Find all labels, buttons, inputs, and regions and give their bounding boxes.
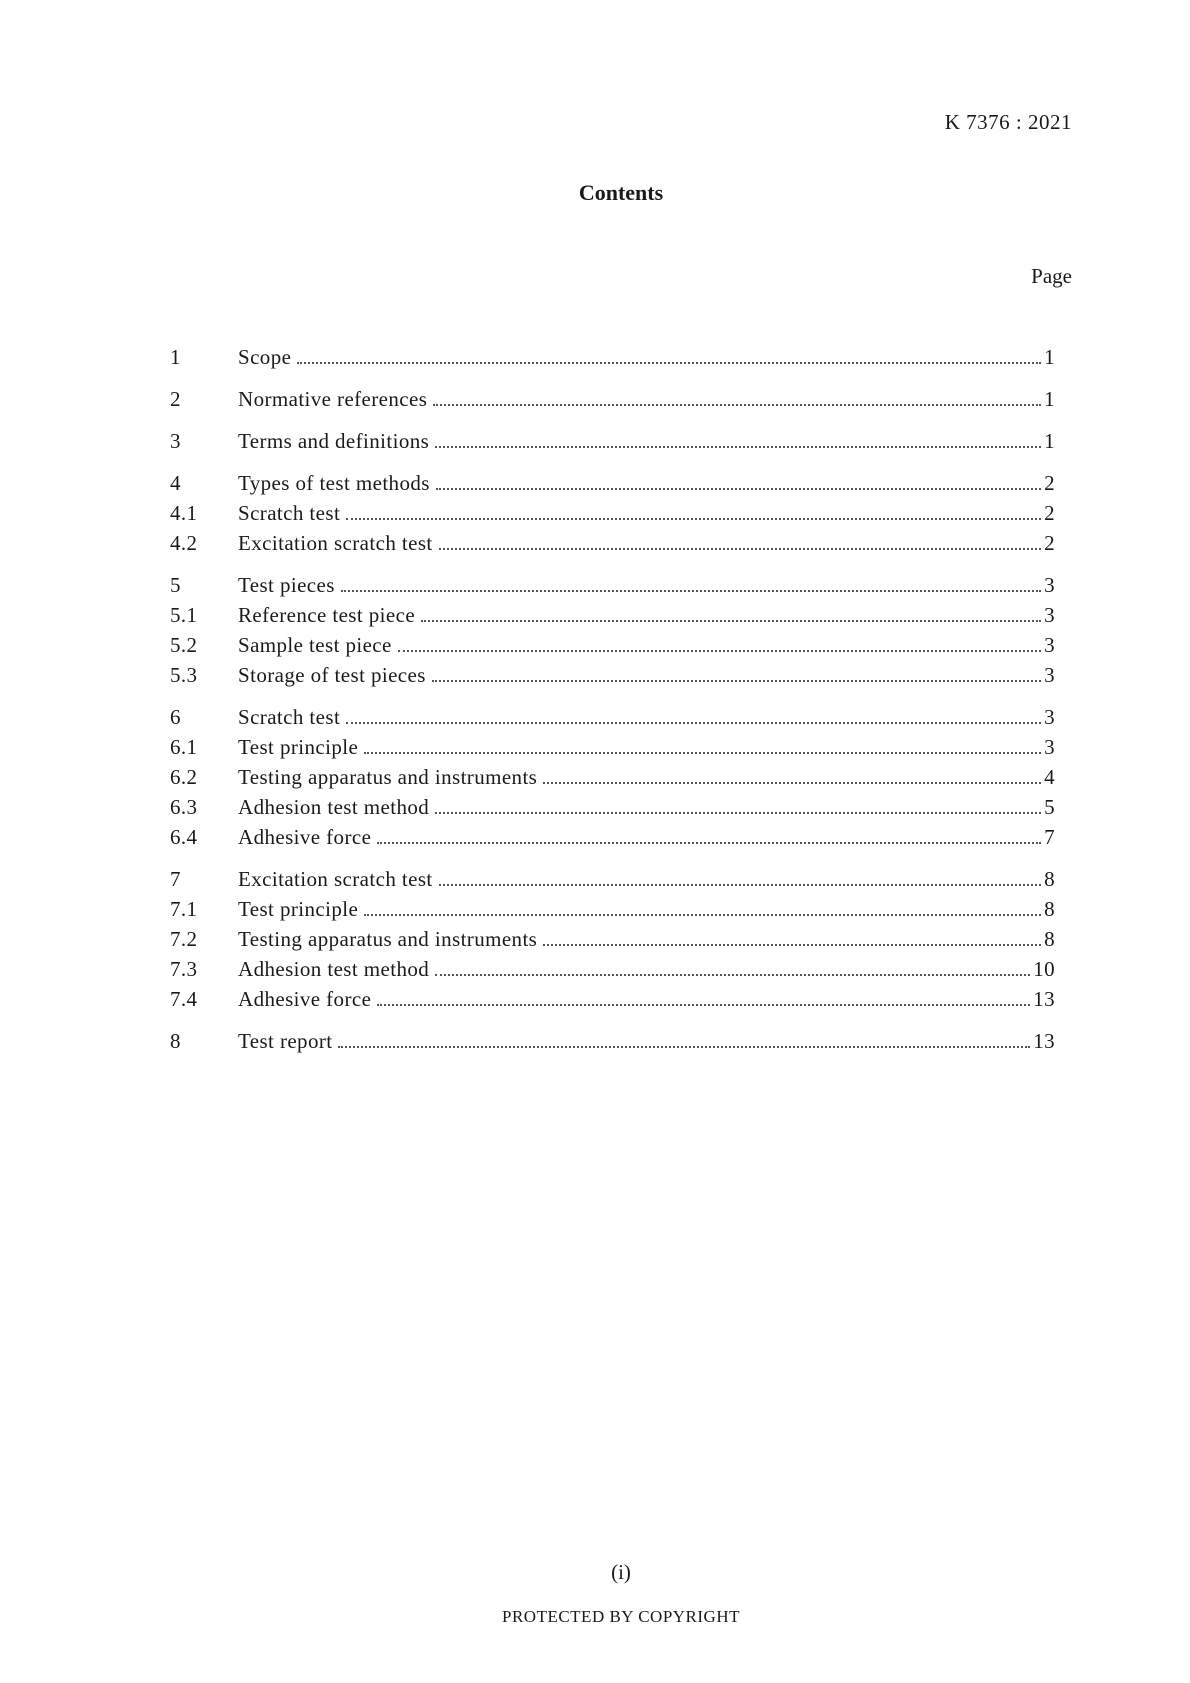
toc-entry[interactable] — [170, 705, 1055, 735]
toc-dot-leader — [377, 841, 1041, 844]
toc-entry-number: 1 — [170, 345, 181, 369]
page-title: Contents — [578, 180, 664, 205]
toc-entry-page: 2 — [1044, 501, 1055, 525]
toc-group — [170, 345, 1055, 375]
toc-entry-page: 3 — [1044, 633, 1055, 657]
toc-entry-page: 1 — [1044, 429, 1055, 453]
toc-entry-page: 10 — [1033, 957, 1055, 981]
toc-dot-leader — [364, 751, 1041, 754]
toc-entry[interactable] — [170, 897, 1055, 927]
toc-dot-leader — [435, 973, 1030, 976]
toc-entry-number: 6.4 — [170, 825, 198, 849]
toc-entry-page: 4 — [1044, 765, 1055, 789]
toc-entry-number: 2 — [170, 387, 181, 411]
toc-entry[interactable] — [170, 345, 1055, 375]
toc-entry-number: 7.3 — [170, 957, 198, 981]
toc-entry[interactable] — [170, 387, 1055, 417]
toc-entry-number: 8 — [170, 1029, 181, 1053]
toc-entry-label: Sample test piece — [238, 633, 392, 657]
page-column-label: Page — [1031, 264, 1072, 288]
toc-entry-number: 7.4 — [170, 987, 198, 1011]
toc-entry[interactable] — [170, 765, 1055, 795]
copyright-notice: PROTECTED BY COPYRIGHT — [502, 1607, 740, 1626]
toc-entry-number: 7 — [170, 867, 181, 891]
toc-entry-number: 5 — [170, 573, 181, 597]
toc-entry[interactable] — [170, 825, 1055, 855]
toc-dot-leader — [435, 811, 1041, 814]
toc-entry-label: Adhesion test method — [238, 957, 430, 981]
toc-entry-page: 8 — [1044, 927, 1055, 951]
toc-entry-page: 8 — [1044, 897, 1055, 921]
toc-group — [170, 705, 1055, 855]
toc-entry-page: 3 — [1044, 705, 1055, 729]
toc-entry-label: Excitation scratch test — [238, 531, 433, 555]
toc-entry-label: Reference test piece — [238, 603, 416, 627]
toc-entry-number: 4.2 — [170, 531, 198, 555]
toc-entry[interactable] — [170, 429, 1055, 459]
toc-dot-leader — [346, 517, 1041, 520]
toc-entry[interactable] — [170, 531, 1055, 561]
toc-entry-label: Excitation scratch test — [238, 867, 433, 891]
toc-dot-leader — [435, 445, 1041, 448]
toc-entry[interactable] — [170, 735, 1055, 765]
toc-entry-page: 1 — [1044, 387, 1055, 411]
toc-entry-label: Test principle — [238, 897, 359, 921]
toc-entry-label: Testing apparatus and instruments — [238, 765, 538, 789]
toc-dot-leader — [346, 721, 1041, 724]
toc-entry-label: Test report — [238, 1029, 333, 1053]
toc-entry-page: 2 — [1044, 471, 1055, 495]
toc-entry-label: Scratch test — [238, 501, 341, 525]
toc-entry-page: 3 — [1044, 735, 1055, 759]
toc-entry-label: Test principle — [238, 735, 359, 759]
toc-entry-page: 13 — [1033, 1029, 1055, 1053]
toc-entry-label: Storage of test pieces — [238, 663, 426, 687]
toc-entry[interactable] — [170, 1029, 1055, 1059]
toc-group — [170, 471, 1055, 561]
toc-entry[interactable] — [170, 663, 1055, 693]
toc-entry-number: 5.2 — [170, 633, 198, 657]
toc-entry[interactable] — [170, 957, 1055, 987]
toc-entry-label: Scope — [238, 345, 292, 369]
toc-entry[interactable] — [170, 573, 1055, 603]
toc-entry-label: Testing apparatus and instruments — [238, 927, 538, 951]
toc-entry-number: 7.2 — [170, 927, 198, 951]
toc-dot-leader — [338, 1045, 1030, 1048]
toc-entry[interactable] — [170, 795, 1055, 825]
toc-group — [170, 573, 1055, 693]
toc-entry-number: 4.1 — [170, 501, 198, 525]
toc-entry[interactable] — [170, 633, 1055, 663]
toc-entry-number: 3 — [170, 429, 181, 453]
toc-entry-label: Adhesive force — [238, 987, 372, 1011]
toc-group — [170, 867, 1055, 1017]
toc-dot-leader — [439, 547, 1041, 550]
toc-group — [170, 1029, 1055, 1059]
toc-entry-page: 2 — [1044, 531, 1055, 555]
toc-entry-label: Adhesive force — [238, 825, 372, 849]
toc-dot-leader — [436, 487, 1041, 490]
toc-entry[interactable] — [170, 927, 1055, 957]
toc-dot-leader — [543, 943, 1041, 946]
toc-entry-label: Normative references — [238, 387, 428, 411]
toc-entry-number: 5.1 — [170, 603, 198, 627]
toc-entry-number: 4 — [170, 471, 181, 495]
toc-entry-number: 7.1 — [170, 897, 198, 921]
toc-dot-leader — [297, 361, 1041, 364]
toc-group — [170, 429, 1055, 459]
toc-entry-label: Types of test methods — [238, 471, 430, 495]
toc-entry[interactable] — [170, 867, 1055, 897]
toc-entry-page: 5 — [1044, 795, 1055, 819]
toc-dot-leader — [341, 589, 1041, 592]
toc-entry-page: 3 — [1044, 573, 1055, 597]
toc-entry[interactable] — [170, 501, 1055, 531]
toc-dot-leader — [432, 679, 1041, 682]
toc-entry-page: 3 — [1044, 603, 1055, 627]
toc-group — [170, 387, 1055, 417]
toc-entry-number: 6 — [170, 705, 181, 729]
toc-entry-number: 6.3 — [170, 795, 198, 819]
toc-dot-leader — [433, 403, 1041, 406]
toc-entry[interactable] — [170, 471, 1055, 501]
toc-dot-leader — [398, 649, 1041, 652]
toc-entry[interactable] — [170, 987, 1055, 1017]
toc-entry-page: 3 — [1044, 663, 1055, 687]
toc-entry-page: 7 — [1044, 825, 1055, 849]
toc-entry-number: 6.1 — [170, 735, 198, 759]
page-number: (i) — [611, 1560, 631, 1584]
toc-dot-leader — [439, 883, 1041, 886]
document-id: K 7376 : 2021 — [944, 110, 1072, 134]
toc-entry-number: 6.2 — [170, 765, 198, 789]
toc-entry-label: Test pieces — [238, 573, 335, 597]
toc-entry-page: 8 — [1044, 867, 1055, 891]
toc-dot-leader — [364, 913, 1041, 916]
toc-entry-label: Terms and definitions — [238, 429, 430, 453]
toc-dot-leader — [421, 619, 1041, 622]
toc-entry-page: 1 — [1044, 345, 1055, 369]
toc-entry-label: Scratch test — [238, 705, 341, 729]
table-of-contents — [170, 345, 1055, 1071]
toc-entry-label: Adhesion test method — [238, 795, 430, 819]
toc-dot-leader — [543, 781, 1041, 784]
toc-entry-number: 5.3 — [170, 663, 198, 687]
toc-entry-page: 13 — [1033, 987, 1055, 1011]
toc-dot-leader — [377, 1003, 1030, 1006]
toc-entry[interactable] — [170, 603, 1055, 633]
